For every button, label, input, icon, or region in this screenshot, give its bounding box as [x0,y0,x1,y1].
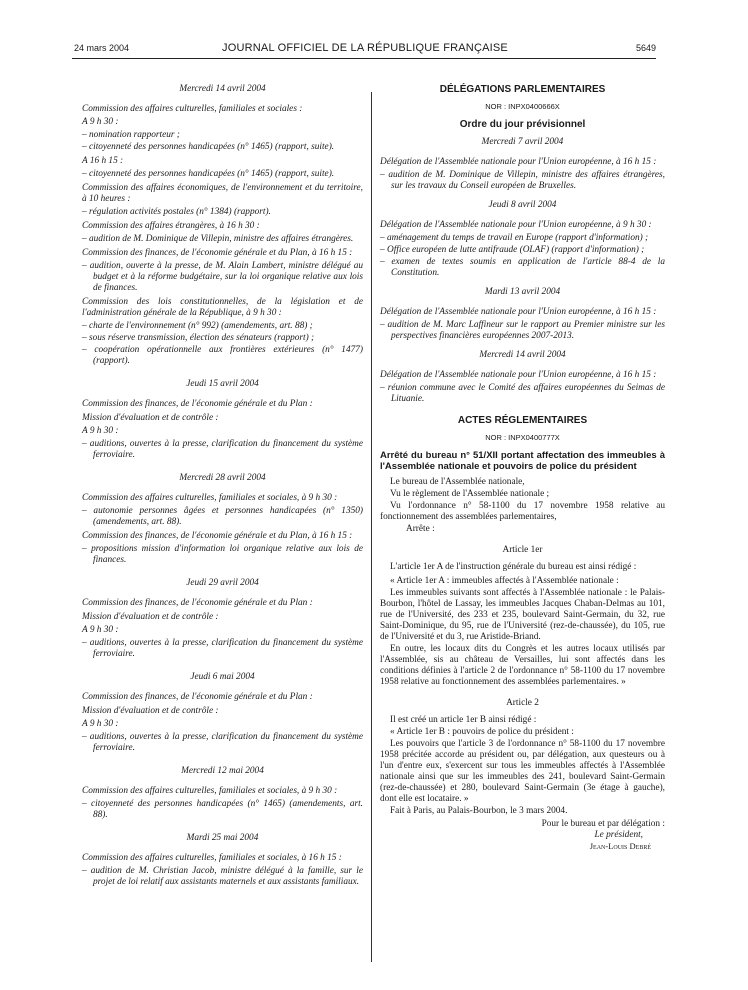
agenda-item: – Office européen de lutte antifraude (OLAF) (rapport d'information) ; [380,245,665,256]
delegation-name: Délégation de l'Assemblée nationale pour l'Union européenne, à 16 h 15 : [380,157,657,167]
agenda-item: – audition, ouverte à la presse, de M. Alain Lambert, ministre délégué au budget et à la réforme budgétaire, sur la loi organique relative aux lois de finances. [82,261,363,294]
page-header [74,42,656,58]
right-column [380,84,665,852]
header-date: 24 mars 2004 [74,43,130,53]
column-divider [371,92,372,962]
agenda-item: – charte de l'environnement (n° 992) (amendements, art. 88) ; [82,321,363,332]
committee-name: Commission des finances, de l'économie générale et du Plan : [82,692,313,702]
agenda-list [380,383,665,405]
agenda-list [82,207,363,218]
agenda-item: – citoyenneté des personnes handicapées (n° 1465) (amendements, art. 88). [82,799,363,821]
agenda-item: – audition de M. Dominique de Villepin, ministre des affaires étrangères, sur les travaux du Conseil européen de Bruxelles. [380,170,665,192]
signature-delegation: Pour le bureau et par délégation : [541,819,665,829]
actes-title: ACTES RÉGLEMENTAIRES [457,415,588,426]
agenda-item: – autonomie personnes âgées et personnes handicapées (n° 1350) (amendements, art. 88). [82,506,363,528]
delegation-name: Délégation de l'Assemblée nationale pour l'Union européenne, à 9 h 30 : [380,220,652,230]
day-heading: Jeudi 15 avril 2004 [186,379,259,389]
preamble-line: Vu le règlement de l'Assemblée nationale ; [390,489,550,499]
agenda-list [82,638,363,660]
header-rule [72,58,656,59]
agenda-item: – citoyenneté des personnes handicapées (n° 1465) (rapport, suite). [82,142,363,153]
agenda-item: – aménagement du temps de travail en Europe (rapport d'information) ; [380,233,665,244]
agenda-item: – auditions, ouvertes à la presse, clarification du financement du système ferroviaire. [82,638,363,660]
agenda-list [82,866,363,888]
agenda-list [82,321,363,367]
agenda-list [82,169,363,180]
committee-name: Commission des affaires étrangères, à 16 h 30 : [82,221,260,231]
agenda-list [380,320,665,342]
actes-nor: NOR : INPX0400777X [485,433,560,442]
session-time: A 9 h 30 : [82,719,119,729]
signature-title: Le président, [594,830,643,840]
day-heading: Jeudi 29 avril 2004 [186,578,259,588]
article-2-heading: Article 2 [506,698,539,708]
day-heading: Mercredi 12 mai 2004 [181,766,264,776]
day-heading: Mercredi 28 avril 2004 [179,473,266,483]
committee-name: Commission des lois constitutionnelles, de la législation et de l'administration générale de la République, à 9 h 30 : [82,297,363,318]
delegations-title: DÉLÉGATIONS PARLEMENTAIRES [439,84,606,95]
agenda-item: – sous réserve transmission, élection des sénateurs (rapport) ; [82,333,363,344]
article-paragraph: Les pouvoirs que l'article 3 de l'ordonnance n° 58-1100 du 17 novembre 1958 précitée accorde au président ou, par délégation, aux questeurs ou à l'un d'entre eux, s'exercent sur tous les immeubles affectés à l'Assemblée nationale ainsi que sur les immeubles des 241, boulevard Saint-Germain (rez-de-chaussée) et 280, boulevard Saint-Germain (3e étage à gauche), dont elle est locataire. » [380,739,665,804]
agenda-list [82,799,363,821]
agenda-list [380,170,665,192]
delegation-day-section [380,200,665,279]
committee-name: Commission des finances, de l'économie générale et du Plan, à 16 h 15 : [82,531,353,541]
agenda-item: – examen de textes soumis en application de l'article 88-4 de la Constitution. [380,257,665,279]
session-time: A 9 h 30 : [82,625,119,635]
schedule-day-section [82,84,363,367]
schedule-day-section [82,473,363,566]
day-heading: Jeudi 8 avril 2004 [488,200,557,210]
ordre-du-jour-title: Ordre du jour prévisionnel [459,119,586,130]
day-heading: Mercredi 14 avril 2004 [479,350,566,360]
agenda-item: – réunion commune avec le Comité des affaires européennes du Seimas de Lituanie. [380,383,665,405]
article-paragraph: « Article 1er B : pouvoirs de police du président : [390,727,574,737]
committee-name: Commission des finances, de l'économie générale et du Plan : [82,399,313,409]
agenda-list [82,261,363,294]
schedule-day-section [82,379,363,461]
committee-name: Mission d'évaluation et de contrôle : [82,413,219,423]
committee-name: Commission des affaires culturelles, familiales et sociales, à 9 h 30 : [82,493,338,503]
article-1-heading: Article 1er [502,545,543,555]
schedule-day-section [82,766,363,821]
preamble-line: Le bureau de l'Assemblée nationale, [390,477,525,487]
preamble-line: Vu l'ordonnance n° 58-1100 du 17 novembre 1958 relative au fonctionnement des assemblées parlementaires, [380,501,665,522]
schedule-day-section [82,672,363,754]
schedule-day-section [82,833,363,888]
agenda-item: – citoyenneté des personnes handicapées (n° 1465) (rapport, suite). [82,169,363,180]
agenda-item: – propositions mission d'information loi organique relative aux lois de finances. [82,544,363,566]
arrete-title: Arrêté du bureau n° 51/XII portant affectation des immeubles à l'Assemblée nationale et pouvoirs de police du président [380,450,665,472]
delegation-day-section [380,137,665,192]
delegation-schedule [380,137,665,405]
day-heading: Jeudi 6 mai 2004 [190,672,255,682]
day-heading: Mercredi 14 avril 2004 [179,84,266,94]
session-time: A 16 h 15 : [82,156,124,166]
agenda-item: – auditions, ouvertes à la presse, clarification du financement du système ferroviaire. [82,439,363,461]
agenda-item: – audition de M. Christian Jacob, ministre délégué à la famille, sur le projet de loi relatif aux assistants maternels et aux assistants familiaux. [82,866,363,888]
day-heading: Mercredi 7 avril 2004 [481,137,564,147]
session-time: A 9 h 30 : [82,117,119,127]
session-time: A 9 h 30 : [82,426,119,436]
committee-name: Commission des affaires économiques, de l'environnement et du territoire, à 10 heures : [82,183,363,204]
committee-name: Mission d'évaluation et de contrôle : [82,706,219,716]
agenda-item: – nomination rapporteur ; [82,130,363,141]
header-title: JOURNAL OFFICIEL DE LA RÉPUBLIQUE FRANÇAISE [222,42,508,54]
committee-name: Mission d'évaluation et de contrôle : [82,612,219,622]
committee-name: Commission des affaires culturelles, familiales et sociales, à 16 h 15 : [82,853,342,863]
agenda-item: – audition de M. Dominique de Villepin, ministre des affaires étrangères. [82,234,363,245]
delegation-name: Délégation de l'Assemblée nationale pour l'Union européenne, à 16 h 15 : [380,370,657,380]
article-paragraph: Les immeubles suivants sont affectés à l'Assemblée nationale : le Palais-Bourbon, l'hôtel de Lassay, les immeubles Jacques Chaban-Delmas au 101, rue de l'Université, des 233 et 235, boulevard Saint-Germain, du 32, rue Saint-Dominique, du 95, rue de l'Université (rez-de-chaussée), du 105, rue de l'Université et du 3, rue Aristide-Briand. [380,588,665,642]
agenda-list [82,130,363,153]
article-paragraph: L'article 1er A de l'instruction générale du bureau est ainsi rédigé : [390,562,637,572]
left-column [82,84,363,891]
agenda-list [82,439,363,461]
schedule-day-section [82,578,363,660]
agenda-list [380,233,665,279]
article-paragraph: « Article 1er A : immeubles affectés à l'Assemblée nationale : [390,576,619,586]
day-heading: Mardi 25 mai 2004 [186,833,259,843]
committee-name: Commission des finances, de l'économie générale et du Plan : [82,598,313,608]
article-paragraph: Il est créé un article 1er B ainsi rédigé : [390,715,537,725]
agenda-item: – coopération opérationnelle aux frontières extérieures (n° 1477) (rapport). [82,345,363,367]
agenda-list [82,732,363,754]
agenda-list [82,506,363,528]
delegations-nor: NOR : INPX0400666X [485,102,560,111]
signature-name: Jean-Louis Debré [589,841,651,851]
article-paragraph: Fait à Paris, au Palais-Bourbon, le 3 mars 2004. [390,806,568,816]
header-page-number: 5649 [635,43,656,53]
article-paragraph: En outre, les locaux dits du Congrès et les autres locaux utilisés par l'Assemblée, sis au château de Versailles, lui sont affectés dans les conditions définies à l'article 2 de l'ordonnance n° 58-1100 du 17 novembre 1958 relative au fonctionnement des assemblées parlementaires. » [380,644,665,687]
delegation-day-section [380,287,665,342]
agenda-item: – audition de M. Marc Laffineur sur le rapport au Premier ministre sur les perspectives financières européennes 2007-2013. [380,320,665,342]
committee-name: Commission des affaires culturelles, familiales et sociales, à 9 h 30 : [82,786,338,796]
arrete-word: Arrête : [406,524,435,534]
agenda-list [82,544,363,566]
agenda-item: – régulation activités postales (n° 1384) (rapport). [82,207,363,218]
delegation-day-section [380,350,665,405]
agenda-list [82,234,363,245]
delegation-name: Délégation de l'Assemblée nationale pour l'Union européenne, à 16 h 15 : [380,307,657,317]
committee-name: Commission des finances, de l'économie générale et du Plan, à 16 h 15 : [82,248,353,258]
agenda-item: – auditions, ouvertes à la presse, clarification du financement du système ferroviaire. [82,732,363,754]
committee-name: Commission des affaires culturelles, familiales et sociales : [82,104,303,114]
day-heading: Mardi 13 avril 2004 [484,287,561,297]
